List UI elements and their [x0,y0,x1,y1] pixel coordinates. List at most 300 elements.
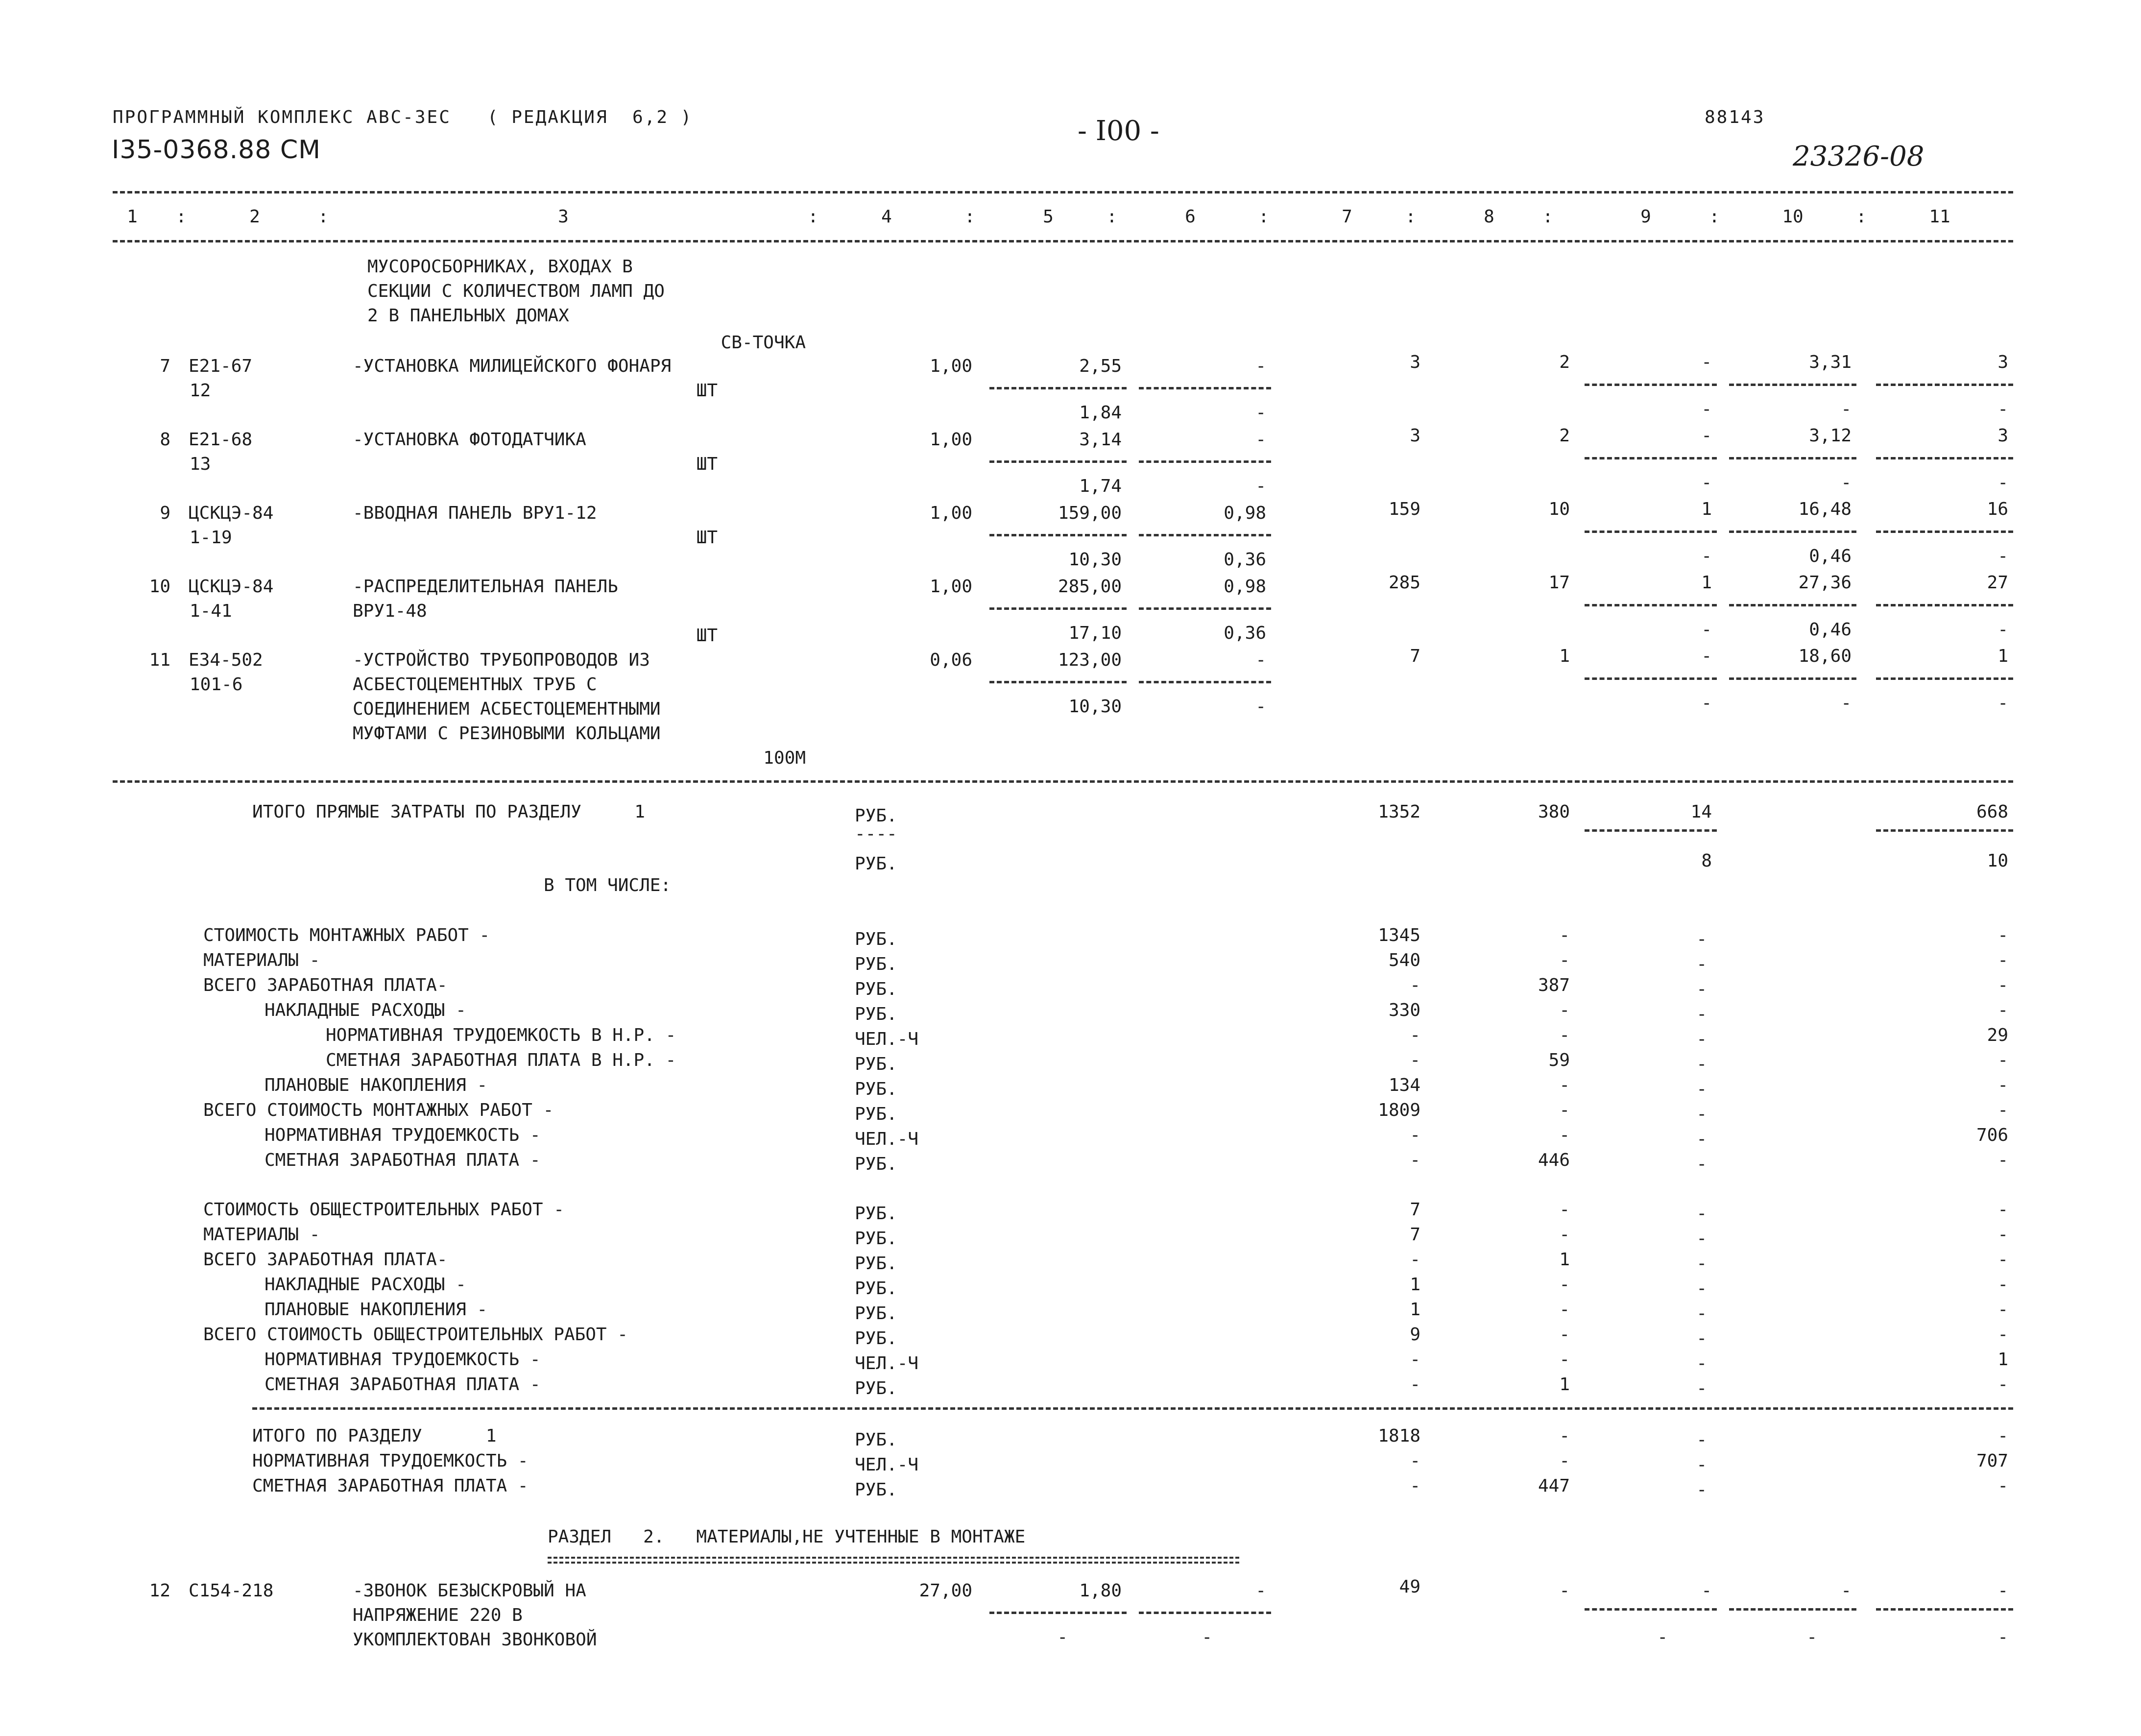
general-row-label: ВСЕГО ЗАРАБОТНАЯ ПЛАТА- [203,1250,448,1270]
item-col7: 7 [1410,646,1420,666]
item-col11-bottom: - [1997,473,2008,493]
general-row-col11: - [1997,1200,2008,1220]
general-row-label: ПЛАНОВЫЕ НАКОПЛЕНИЯ - [265,1300,488,1320]
general-row-unit: РУБ. [855,1378,897,1398]
item-col6-bottom: - [1255,403,1266,423]
item-col5-top: 123,00 [1058,650,1122,670]
montage-row-col11: - [1997,1000,2008,1020]
montage-row-col8: - [1559,1125,1570,1145]
column-header-18: 10 [1782,207,1804,227]
general-row-col9: - [1696,1204,1707,1224]
item12-col5-rule [989,1612,1127,1614]
intro-line: 2 В ПАНЕЛЬНЫХ ДОМАХ [367,306,569,326]
general-row-col9: - [1696,1328,1707,1349]
general-row-col7: 1 [1410,1275,1420,1295]
montage-row-col7: 1809 [1378,1100,1420,1120]
item-unit: ШТ [696,626,718,646]
item-code-line2: 13 [190,454,211,474]
general-row-col7: - [1410,1374,1420,1395]
montage-row-col7: - [1410,1050,1420,1070]
montage-row-col9: - [1696,1129,1707,1149]
direct-costs-col9: 14 [1690,802,1712,822]
general-row-col8: 1 [1559,1374,1570,1395]
item-col10-rule [1729,604,1856,606]
item12-col10-bottom: - [1806,1627,1817,1647]
section-total-col9: - [1696,1455,1707,1475]
montage-row-label: СТОИМОСТЬ МОНТАЖНЫХ РАБОТ - [203,925,490,945]
section-total-col9: - [1696,1430,1707,1450]
general-row-col9: - [1696,1229,1707,1249]
section-rule [113,780,2013,783]
item-col10-top: 18,60 [1798,646,1852,666]
item12-col6-bottom: - [1202,1627,1212,1647]
item-description: АСБЕСТОЦЕМЕНТНЫХ ТРУБ С [353,675,597,695]
item-code: Е21-68 [189,430,253,450]
montage-row-col11: - [1997,1075,2008,1095]
montage-row-col8: - [1559,1100,1570,1120]
general-row-col7: 1 [1410,1300,1420,1320]
section-total-rule [252,1407,2013,1410]
montage-row-label: ПЛАНОВЫЕ НАКОПЛЕНИЯ - [265,1075,488,1095]
item-col5-rule [989,460,1127,463]
column-header-8: 5 [1043,207,1054,227]
item-quantity: 0,06 [930,650,972,670]
montage-row-unit: РУБ. [855,979,897,999]
item-description: -УСТАНОВКА ФОТОДАТЧИКА [353,430,586,450]
item-description: ВРУ1-48 [353,601,427,621]
item12-col8: - [1559,1581,1570,1601]
item12-col9-rule [1585,1608,1717,1611]
item-col8: 2 [1559,352,1570,372]
item-code: Е34-502 [189,650,263,670]
montage-row-label: НАКЛАДНЫЕ РАСХОДЫ - [265,1000,466,1020]
general-row-label: НОРМАТИВНАЯ ТРУДОЕМКОСТЬ - [265,1350,541,1370]
section-total-col7: - [1410,1451,1420,1471]
general-row-col8: 1 [1559,1250,1570,1270]
item-col6-rule [1139,460,1271,463]
general-row-col7: 7 [1410,1200,1420,1220]
general-row-col8: - [1559,1350,1570,1370]
montage-row-col11: 29 [1987,1025,2008,1045]
item-col6-rule [1139,681,1271,683]
montage-row-col11: - [1997,925,2008,945]
montage-row-col8: 59 [1548,1050,1570,1070]
item-col5-bottom: 10,30 [1068,550,1122,570]
item-col11-top: 16 [1987,499,2008,519]
general-row-col11: - [1997,1325,2008,1345]
montage-row-unit: РУБ. [855,929,897,949]
item-col10-top: 16,48 [1798,499,1852,519]
montage-row-col7: - [1410,1125,1420,1145]
item-code-line2: 1-41 [190,601,232,621]
montage-row-label: ВСЕГО СТОИМОСТЬ МОНТАЖНЫХ РАБОТ - [203,1100,554,1120]
page-number: - I00 - [1078,115,1159,147]
item-col7: 159 [1388,499,1420,519]
item12-description: -ЗВОНОК БЕЗЫСКРОВЫЙ НА [353,1581,586,1601]
item-col6-top: - [1255,650,1266,670]
item-col9-rule [1585,604,1717,606]
montage-row-unit: РУБ. [855,1104,897,1124]
general-row-unit: РУБ. [855,1278,897,1299]
intro-line: МУСОРОСБОРНИКАХ, ВХОДАХ В [367,257,633,277]
item-col6-rule [1139,607,1271,610]
item12-col9-bottom: - [1657,1627,1668,1647]
item-col6-rule [1139,387,1271,389]
column-header-16: 9 [1640,207,1651,227]
column-header-7: : [964,207,975,227]
header-rule-top [113,191,2013,193]
item-number: 10 [149,577,170,597]
item-description: -УСТАНОВКА МИЛИЦЕЙСКОГО ФОНАРЯ [353,356,672,376]
general-row-label: ВСЕГО СТОИМОСТЬ ОБЩЕСТРОИТЕЛЬНЫХ РАБОТ - [203,1325,628,1345]
montage-row-label: НОРМАТИВНАЯ ТРУДОЕМКОСТЬ - [265,1125,541,1145]
item12-number: 12 [149,1581,170,1601]
general-row-label: НАКЛАДНЫЕ РАСХОДЫ - [265,1275,466,1295]
column-header-17: : [1709,207,1720,227]
item-quantity: 1,00 [930,356,972,376]
montage-row-unit: ЧЕЛ.-Ч [855,1129,919,1149]
item12-col11-top: - [1997,1581,2008,1601]
item-col6-rule [1139,534,1271,536]
general-row-col11: - [1997,1275,2008,1295]
section-total-col8: - [1559,1451,1570,1471]
column-header-3: : [318,207,329,227]
item-col11-rule [1876,384,2013,386]
item-col5-rule [989,607,1127,610]
item-col6-bottom: 0,36 [1224,623,1266,643]
item12-col6-top: - [1255,1581,1266,1601]
general-row-unit: РУБ. [855,1328,897,1349]
montage-row-unit: РУБ. [855,954,897,974]
item-number: 9 [160,503,170,523]
montage-row-unit: РУБ. [855,1004,897,1024]
item-col9-bottom: - [1701,546,1712,566]
direct-costs-col9-bottom: 8 [1701,851,1712,871]
montage-row-col8: - [1559,1000,1570,1020]
general-row-col9: - [1696,1254,1707,1274]
item-col5-top: 159,00 [1058,503,1122,523]
column-header-15: : [1542,207,1553,227]
item12-description: УКОМПЛЕКТОВАН ЗВОНКОВОЙ [353,1630,597,1650]
item12-col7: 49 [1399,1577,1420,1597]
item-col11-bottom: - [1997,546,2008,566]
item-col6-bottom: - [1255,697,1266,717]
item-col5-rule [989,534,1127,536]
item-col6-top: - [1255,356,1266,376]
montage-row-unit: РУБ. [855,1079,897,1099]
item-col8: 1 [1559,646,1570,666]
general-row-col9: - [1696,1353,1707,1374]
general-row-col7: 7 [1410,1225,1420,1245]
column-header-0: 1 [127,207,138,227]
montage-row-col7: 540 [1388,950,1420,970]
montage-row-label: СМЕТНАЯ ЗАРАБОТНАЯ ПЛАТА - [265,1150,541,1170]
montage-row-col9: - [1696,1029,1707,1049]
item-col5-rule [989,387,1127,389]
item-code-line2: 101-6 [190,675,243,695]
program-title: ПРОГРАММНЫЙ КОМПЛЕКС АВС-ЗЕС ( РЕДАКЦИЯ 6,2 ) [113,107,693,127]
item-description: -РАСПРЕДЕЛИТЕЛЬНАЯ ПАНЕЛЬ [353,577,618,597]
general-row-col7: 9 [1410,1325,1420,1345]
item12-col10-top: - [1841,1581,1852,1601]
montage-row-label: МАТЕРИАЛЫ - [203,950,320,970]
section-total-col7: - [1410,1476,1420,1496]
item-col7: 285 [1388,573,1420,593]
general-row-label: СТОИМОСТЬ ОБЩЕСТРОИТЕЛЬНЫХ РАБОТ - [203,1200,564,1220]
montage-row-col7: - [1410,1150,1420,1170]
item-col11-rule [1876,530,2013,533]
item-col6-top: 0,98 [1224,503,1266,523]
montage-row-col8: 387 [1538,975,1570,995]
item-col10-bottom: 0,46 [1809,620,1852,640]
general-row-unit: РУБ. [855,1204,897,1224]
document-number: 88143 [1705,107,1765,127]
item12-col11-bottom: - [1997,1627,2008,1647]
handwritten-number: 23326-08 [1793,141,1924,172]
item-col11-top: 3 [1997,352,2008,372]
section-total-unit: РУБ. [855,1430,897,1450]
item-col10-rule [1729,530,1856,533]
item-col10-rule [1729,677,1856,680]
item-col10-bottom: - [1841,473,1852,493]
item-col10-top: 27,36 [1798,573,1852,593]
item-quantity: 1,00 [930,430,972,450]
column-header-4: 3 [558,207,569,227]
montage-row-col8: 446 [1538,1150,1570,1170]
section-total-col9: - [1696,1480,1707,1500]
montage-row-col7: - [1410,1025,1420,1045]
item-col9-top: 1 [1701,499,1712,519]
item-col6-bottom: 0,36 [1224,550,1266,570]
direct-costs-col11-bottom: 10 [1987,851,2008,871]
column-header-1: : [176,207,187,227]
general-row-col7: - [1410,1250,1420,1270]
montage-row-col7: 330 [1388,1000,1420,1020]
montage-row-unit: РУБ. [855,1054,897,1074]
montage-row-col8: - [1559,925,1570,945]
montage-row-col11: - [1997,1050,2008,1070]
item-col9-rule [1585,457,1717,459]
item-code-line2: 1-19 [190,528,232,548]
montage-row-unit: РУБ. [855,1154,897,1174]
section-total-unit: РУБ. [855,1480,897,1500]
section-total-label: НОРМАТИВНАЯ ТРУДОЕМКОСТЬ - [252,1451,529,1471]
section-total-col7: 1818 [1378,1426,1420,1446]
item-col5-top: 3,14 [1079,430,1122,450]
general-row-col11: 1 [1997,1350,2008,1370]
montage-row-col9: - [1696,1104,1707,1124]
montage-row-col7: 1345 [1378,925,1420,945]
column-header-19: : [1856,207,1867,227]
item-col8: 17 [1548,573,1570,593]
in-that-number-label: В ТОМ ЧИСЛЕ: [544,875,672,895]
item-unit: 100М [763,748,806,768]
item-col9-top: - [1701,352,1712,372]
direct-costs-col8: 380 [1538,802,1570,822]
montage-row-col11: - [1997,1150,2008,1170]
item-unit: ШТ [696,528,718,548]
header-rule-bottom [113,240,2013,242]
montage-row-col8: - [1559,1025,1570,1045]
item-col11-bottom: - [1997,693,2008,713]
column-header-13: : [1405,207,1416,227]
item-col11-bottom: - [1997,399,2008,419]
item-col11-top: 1 [1997,646,2008,666]
montage-row-col8: - [1559,950,1570,970]
section-total-label: ИТОГО ПО РАЗДЕЛУ 1 [252,1426,497,1446]
item-col9-top: - [1701,426,1712,446]
section-total-col8: 447 [1538,1476,1570,1496]
item12-col11-rule [1876,1608,2013,1611]
item-col6-top: - [1255,430,1266,450]
item12-col10-rule [1729,1608,1856,1611]
montage-row-label: НОРМАТИВНАЯ ТРУДОЕМКОСТЬ В Н.Р. - [326,1025,676,1045]
general-row-col8: - [1559,1275,1570,1295]
general-row-col9: - [1696,1278,1707,1299]
item12-col9-top: - [1701,1581,1712,1601]
item-col10-bottom: - [1841,399,1852,419]
direct-costs-col7: 1352 [1378,802,1420,822]
general-row-col11: - [1997,1374,2008,1395]
section-total-unit: ЧЕЛ.-Ч [855,1455,919,1475]
item-col5-top: 285,00 [1058,577,1122,597]
general-row-col8: - [1559,1225,1570,1245]
section-total-col8: - [1559,1426,1570,1446]
general-row-label: СМЕТНАЯ ЗАРАБОТНАЯ ПЛАТА - [265,1374,541,1395]
item-col5-bottom: 17,10 [1068,623,1122,643]
item-col10-bottom: - [1841,693,1852,713]
intro-line: СЕКЦИИ С КОЛИЧЕСТВОМ ЛАМП ДО [367,281,665,301]
montage-row-label: ВСЕГО ЗАРАБОТНАЯ ПЛАТА- [203,975,448,995]
item-number: 8 [160,430,170,450]
direct-costs-unit2: РУБ. [855,854,897,874]
section-total-col11: - [1997,1426,2008,1446]
montage-row-col11: - [1997,950,2008,970]
direct-costs-col9-rule [1585,829,1717,832]
column-header-6: 4 [881,207,892,227]
general-row-col8: - [1559,1325,1570,1345]
general-row-col8: - [1559,1300,1570,1320]
item-col9-rule [1585,677,1717,680]
section2-underline-2 [548,1562,1239,1564]
item-col8: 10 [1548,499,1570,519]
item-col10-rule [1729,457,1856,459]
item-description: -ВВОДНАЯ ПАНЕЛЬ ВРУ1-12 [353,503,597,523]
item-col5-bottom: 1,84 [1079,403,1122,423]
item-col9-bottom: - [1701,620,1712,640]
item-col9-bottom: - [1701,693,1712,713]
direct-costs-col11-rule [1876,829,2013,832]
montage-row-col9: - [1696,979,1707,999]
item-code: Е21-67 [189,356,253,376]
general-row-unit: РУБ. [855,1229,897,1249]
general-row-col8: - [1559,1200,1570,1220]
item-quantity: 1,00 [930,503,972,523]
montage-row-col9: - [1696,1079,1707,1099]
montage-row-col11: 706 [1976,1125,2008,1145]
section-total-label: СМЕТНАЯ ЗАРАБОТНАЯ ПЛАТА - [252,1476,529,1496]
item-col9-bottom: - [1701,473,1712,493]
item-col11-top: 27 [1987,573,2008,593]
item12-col5-top: 1,80 [1079,1581,1122,1601]
montage-row-col9: - [1696,954,1707,974]
column-header-2: 2 [249,207,260,227]
item-col11-bottom: - [1997,620,2008,640]
direct-costs-unit: РУБ. [855,806,897,826]
item-col5-rule [989,681,1127,683]
montage-row-col11: - [1997,975,2008,995]
item-code: ЦСКЦЭ-84 [189,503,274,523]
section-total-col11: - [1997,1476,2008,1496]
document-code: I35-0368.88 СМ [112,135,321,165]
item-col8: 2 [1559,426,1570,446]
item12-quantity: 27,00 [919,1581,972,1601]
general-row-unit: РУБ. [855,1303,897,1324]
item12-code: С154-218 [189,1581,274,1601]
item-col10-top: 3,31 [1809,352,1852,372]
item-col5-top: 2,55 [1079,356,1122,376]
item-col9-rule [1585,384,1717,386]
item-col9-rule [1585,530,1717,533]
item-number: 11 [149,650,170,670]
item-description: МУФТАМИ С РЕЗИНОВЫМИ КОЛЬЦАМИ [353,723,661,744]
column-header-10: 6 [1185,207,1196,227]
item-col11-rule [1876,677,2013,680]
item-description: -УСТРОЙСТВО ТРУБОПРОВОДОВ ИЗ [353,650,650,670]
item-code: ЦСКЦЭ-84 [189,577,274,597]
montage-row-col11: - [1997,1100,2008,1120]
montage-row-unit: ЧЕЛ.-Ч [855,1029,919,1049]
general-row-col11: - [1997,1250,2008,1270]
montage-row-col7: - [1410,975,1420,995]
direct-costs-label: ИТОГО ПРЯМЫЕ ЗАТРАТЫ ПО РАЗДЕЛУ 1 [252,802,645,822]
item-description: СОЕДИНЕНИЕМ АСБЕСТОЦЕМЕНТНЫМИ [353,699,661,719]
montage-row-col9: - [1696,929,1707,949]
general-row-col11: - [1997,1300,2008,1320]
general-row-unit: ЧЕЛ.-Ч [855,1353,919,1374]
item-col9-top: - [1701,646,1712,666]
item-col9-top: 1 [1701,573,1712,593]
item-col10-top: 3,12 [1809,426,1852,446]
section2-underline-1 [548,1557,1239,1559]
item-col6-top: 0,98 [1224,577,1266,597]
montage-row-col9: - [1696,1054,1707,1074]
column-header-11: : [1258,207,1269,227]
general-row-label: МАТЕРИАЛЫ - [203,1225,320,1245]
column-header-14: 8 [1484,207,1494,227]
item-col10-rule [1729,384,1856,386]
intro-unit: СВ-ТОЧКА [721,333,806,353]
general-row-col9: - [1696,1378,1707,1398]
item-quantity: 1,00 [930,577,972,597]
item-col11-rule [1876,604,2013,606]
general-row-col11: - [1997,1225,2008,1245]
montage-row-col9: - [1696,1154,1707,1174]
item-col6-bottom: - [1255,476,1266,496]
item12-description: НАПРЯЖЕНИЕ 220 В [353,1605,523,1625]
montage-row-col9: - [1696,1004,1707,1024]
item-unit: ШТ [696,381,718,401]
item-col7: 3 [1410,352,1420,372]
item12-col5-bottom: - [1057,1627,1068,1647]
montage-row-col8: - [1559,1075,1570,1095]
item12-col6-rule [1139,1612,1271,1614]
item-col11-rule [1876,457,2013,459]
item-col10-bottom: 0,46 [1809,546,1852,566]
column-header-5: : [808,207,818,227]
item-col11-top: 3 [1997,426,2008,446]
montage-row-label: СМЕТНАЯ ЗАРАБОТНАЯ ПЛАТА В Н.Р. - [326,1050,676,1070]
